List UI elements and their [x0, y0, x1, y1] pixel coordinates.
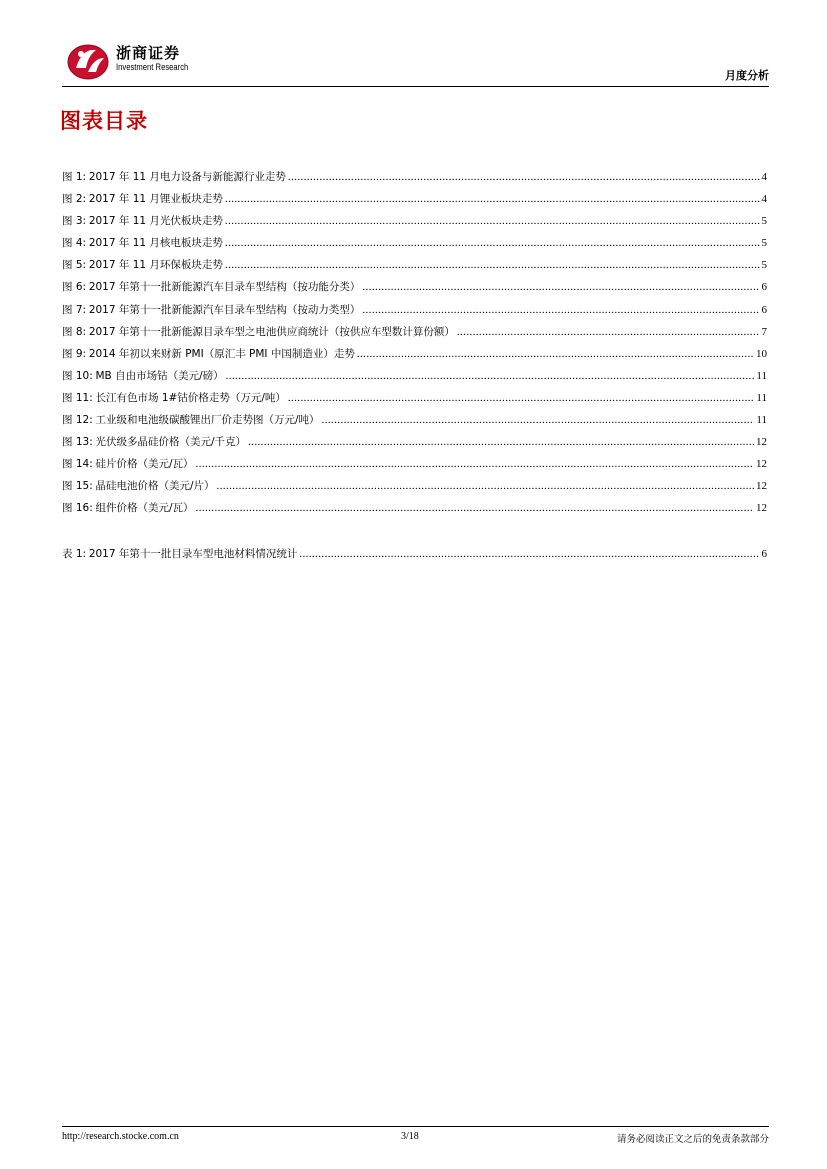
document-type: 月度分析 — [725, 69, 769, 82]
toc-entry-title — [62, 434, 246, 449]
toc-entry-page: 12 — [756, 502, 767, 515]
toc-entry-label: 图 10: — [62, 369, 93, 382]
company-logo-icon — [66, 38, 110, 82]
dot-leader — [196, 458, 754, 470]
toc-entry-text: 2014 年初以来财新 PMI（原汇丰 PMI 中国制造业）走势 — [88, 347, 355, 360]
toc-entry-text: 光伏级多晶硅价格（美元/千克） — [95, 436, 247, 449]
toc-entry[interactable] — [62, 456, 767, 478]
toc-entry-text: 2017 年 11 月环保板块走势 — [88, 259, 223, 272]
toc-entry-text: 硅片价格（美元/瓦） — [95, 458, 194, 471]
toc-entry-label: 图 4: — [62, 237, 87, 250]
toc-entry[interactable] — [62, 346, 767, 368]
toc-entry-label: 表 1: — [62, 548, 87, 560]
dot-leader — [362, 304, 759, 316]
toc-entry-page: 12 — [756, 458, 767, 471]
toc-entry-text: 2017 年第十一批新能源目录车型之电池供应商统计（按供应车型数计算份额） — [88, 325, 455, 338]
toc-entry[interactable] — [62, 191, 767, 213]
toc-entry-page: 5 — [761, 237, 767, 250]
toc-entry[interactable] — [62, 478, 767, 500]
dot-leader — [225, 259, 760, 271]
brand-name-en: Investment Research — [116, 62, 189, 72]
toc-entry-title — [62, 302, 360, 317]
toc-entry[interactable] — [62, 390, 767, 412]
toc-entry-page: 4 — [761, 171, 767, 183]
page-title: 图表目录 — [60, 109, 148, 133]
toc-entry-title — [62, 169, 286, 184]
toc-entry-label: 图 2: — [62, 193, 87, 206]
page-header — [62, 38, 769, 88]
page-footer — [62, 1131, 769, 1147]
toc-entry-text: 2017 年第十一批目录车型电池材料情况统计 — [88, 548, 298, 560]
toc-entry-page: 11 — [756, 414, 767, 427]
toc-entry-label: 图 1: — [62, 171, 87, 183]
toc-entry-text: 2017 年 11 月电力设备与新能源行业走势 — [88, 171, 286, 183]
toc-entry-title — [62, 191, 223, 206]
toc-entry-title — [62, 368, 224, 383]
toc-entry-text: 2017 年第十一批新能源汽车目录车型结构（按功能分类） — [88, 281, 361, 294]
dot-leader — [362, 281, 759, 293]
toc-entry-label: 图 9: — [62, 347, 87, 360]
dot-leader — [357, 348, 754, 360]
footer-divider — [62, 1126, 769, 1127]
toc-entry-label: 图 5: — [62, 259, 87, 272]
toc-entry-title — [62, 213, 223, 228]
dot-leader — [225, 215, 760, 227]
toc-entry-title — [62, 478, 215, 493]
toc-entry-text: 组件价格（美元/瓦） — [95, 502, 194, 515]
page-number: 3/18 — [401, 1131, 419, 1142]
toc-entry-page: 11 — [756, 391, 767, 404]
toc-entry[interactable] — [62, 368, 767, 390]
toc-entry[interactable] — [62, 412, 767, 434]
header-divider — [62, 86, 769, 87]
dot-leader — [322, 414, 755, 426]
dot-leader — [299, 548, 759, 560]
toc-entry-text: 工业级和电池级碳酸锂出厂价走势图（万元/吨） — [95, 414, 320, 427]
dot-leader — [196, 502, 754, 514]
dot-leader — [288, 392, 755, 404]
toc-entry-page: 11 — [756, 369, 767, 382]
toc-entry-title — [62, 456, 194, 471]
toc-entry-text: 2017 年 11 月核电板块走势 — [88, 237, 223, 250]
dot-leader — [457, 326, 760, 338]
toc-entry[interactable] — [62, 302, 767, 324]
dot-leader — [225, 237, 760, 249]
toc-entry-page: 7 — [761, 325, 767, 338]
brand-name-cn: 浙商证券 — [116, 44, 181, 62]
toc-entry[interactable] — [62, 434, 767, 456]
toc-entry-title — [62, 346, 355, 361]
footer-url-link[interactable]: http://research.stocke.com.cn — [62, 1131, 179, 1142]
toc-entry-page: 6 — [761, 548, 767, 560]
toc-entry-label: 图 7: — [62, 303, 87, 316]
figure-list — [62, 169, 767, 523]
toc-entry-label: 图 15: — [62, 480, 93, 493]
toc-entry-title — [62, 279, 360, 294]
toc-entry-page: 6 — [761, 281, 767, 294]
toc-entry-text: 2017 年 11 月锂业板块走势 — [88, 193, 223, 206]
toc-entry[interactable] — [62, 546, 767, 568]
toc-entry-label: 图 3: — [62, 215, 87, 228]
toc-entry-text: 2017 年 11 月光伏板块走势 — [88, 215, 223, 228]
toc-entry-page: 10 — [756, 347, 767, 360]
toc-entry-label: 图 8: — [62, 325, 87, 338]
toc-entry-page: 5 — [761, 215, 767, 228]
dot-leader — [226, 370, 755, 382]
toc-entry-page: 12 — [756, 480, 767, 493]
toc-entry[interactable] — [62, 169, 767, 191]
dot-leader — [288, 171, 760, 183]
toc-entry-text: 长江有色市场 1#钴价格走势（万元/吨） — [95, 391, 286, 404]
toc-entry-title — [62, 324, 455, 339]
toc-entry-label: 图 12: — [62, 414, 93, 427]
toc-entry-label: 图 16: — [62, 502, 93, 515]
toc-entry-title — [62, 546, 297, 561]
disclaimer-note: 请务必阅读正文之后的免责条款部分 — [616, 1134, 769, 1145]
toc-entry-label: 图 14: — [62, 458, 93, 471]
toc-entry-label: 图 6: — [62, 281, 87, 294]
toc-entry-text: 2017 年第十一批新能源汽车目录车型结构（按动力类型） — [88, 303, 361, 316]
toc-entry-page: 6 — [761, 303, 767, 316]
toc-entry[interactable] — [62, 324, 767, 346]
dot-leader — [225, 193, 760, 205]
toc-entry-page: 4 — [761, 193, 767, 206]
toc-entry[interactable] — [62, 279, 767, 301]
dot-leader — [248, 436, 754, 448]
toc-entry-title — [62, 500, 194, 515]
toc-entry-page: 12 — [756, 436, 767, 449]
toc-entry-title — [62, 235, 223, 250]
toc-entry[interactable] — [62, 213, 767, 235]
toc-entry-title — [62, 390, 286, 405]
toc-entry[interactable] — [62, 500, 767, 522]
toc-entry-text: 晶硅电池价格（美元/片） — [95, 480, 215, 493]
toc-entry-label: 图 13: — [62, 436, 93, 449]
toc-entry[interactable] — [62, 235, 767, 257]
toc-entry[interactable] — [62, 257, 767, 279]
toc-entry-page: 5 — [761, 259, 767, 272]
toc-entry-label: 图 11: — [62, 391, 93, 404]
toc-entry-text: MB 自由市场钴（美元/磅） — [95, 369, 224, 382]
toc-entry-title — [62, 257, 223, 272]
dot-leader — [217, 480, 754, 492]
table-list — [62, 546, 767, 568]
toc-entry-title — [62, 412, 320, 427]
